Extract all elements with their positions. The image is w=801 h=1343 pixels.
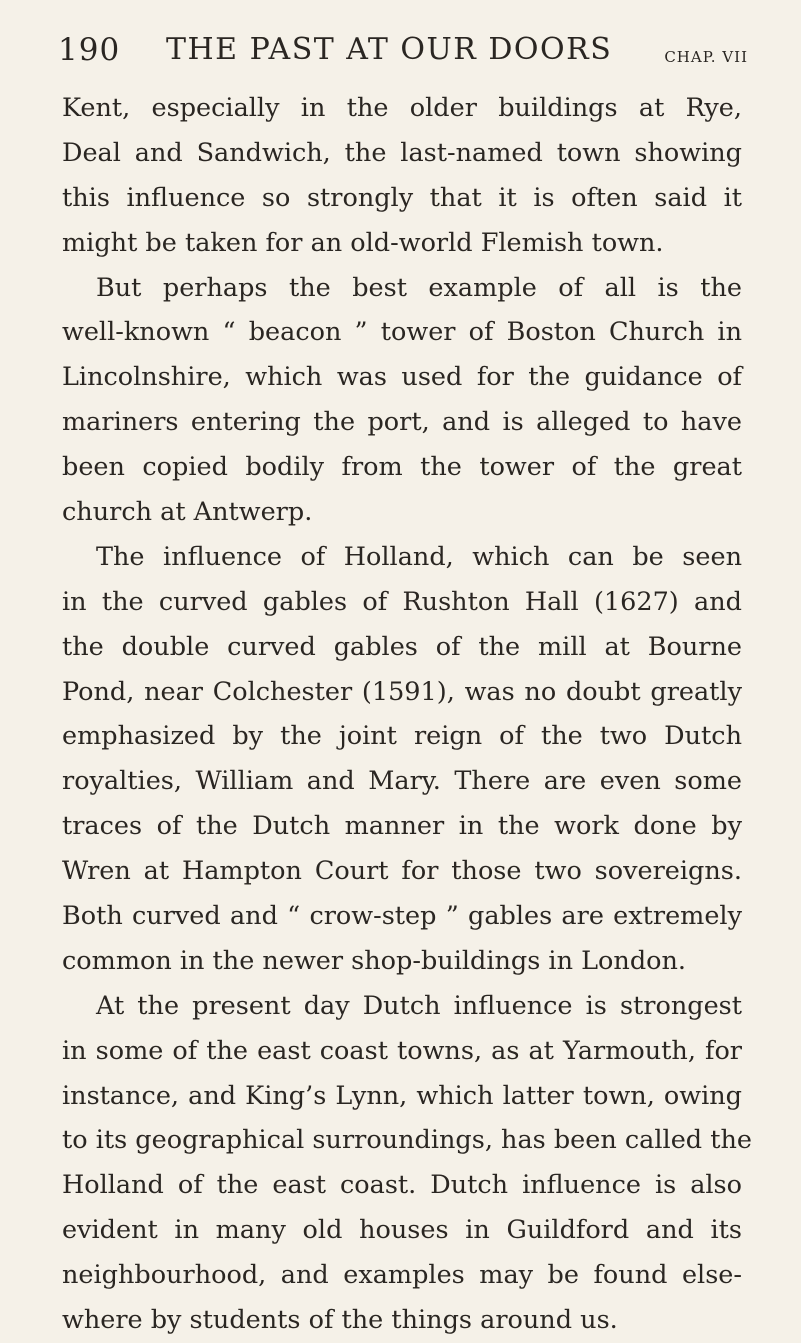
text-line: royalties, William and Mary. There are even some (62, 766, 742, 797)
text-line: mariners entering the port, and is alleged to have (62, 407, 742, 438)
text-line: where by students of the things around us. (62, 1305, 618, 1336)
page-number: 190 (58, 32, 121, 68)
text-line: Holland of the east coast. Dutch influence is also (62, 1170, 742, 1201)
text-line: evident in many old houses in Guildford and its (62, 1215, 742, 1246)
text-line: might be taken for an old-world Flemish town. (62, 227, 664, 258)
body-text (62, 86, 752, 1343)
text-line: church at Antwerp. (62, 497, 313, 528)
page-header (58, 28, 748, 78)
text-line: Both curved and “ crow-step ” gables are extremely (62, 901, 742, 932)
text-line: At the present day Dutch influence is strongest (96, 990, 742, 1021)
text-line: traces of the Dutch manner in the work done by (62, 811, 742, 842)
text-line: emphasized by the joint reign of the two Dutch (62, 721, 742, 752)
text-line: been copied bodily from the tower of the great (62, 452, 742, 483)
text-line: Lincolnshire, which was used for the guidance of (62, 362, 742, 393)
text-line: the double curved gables of the mill at Bourne (62, 631, 742, 662)
text-line: Wren at Hampton Court for those two sovereigns. (62, 856, 742, 887)
text-line: The influence of Holland, which can be seen (96, 541, 742, 572)
text-line: Pond, near Colchester (1591), was no doubt greatly (62, 676, 742, 707)
text-line: in the curved gables of Rushton Hall (1627) and (62, 586, 742, 617)
text-line: common in the newer shop-buildings in London. (62, 945, 687, 976)
text-line: in some of the east coast towns, as at Yarmouth, for (62, 1035, 742, 1066)
text-line: Deal and Sandwich, the last-named town showing (62, 137, 742, 168)
chapter-label: CHAP. VII (664, 48, 748, 66)
text-line: well-known “ beacon ” tower of Boston Church in (62, 317, 742, 348)
text-line: instance, and King’s Lynn, which latter town, owing (62, 1080, 742, 1111)
text-line: But perhaps the best example of all is the (96, 272, 742, 303)
text-line: this influence so strongly that it is often said it (62, 182, 742, 213)
text-line: neighbourhood, and examples may be found else- (62, 1260, 742, 1291)
text-line: Kent, especially in the older buildings at Rye, (62, 93, 742, 123)
running-title: THE PAST AT OUR DOORS (166, 32, 613, 67)
text-line: to its geographical surroundings, has been called the (62, 1125, 752, 1156)
